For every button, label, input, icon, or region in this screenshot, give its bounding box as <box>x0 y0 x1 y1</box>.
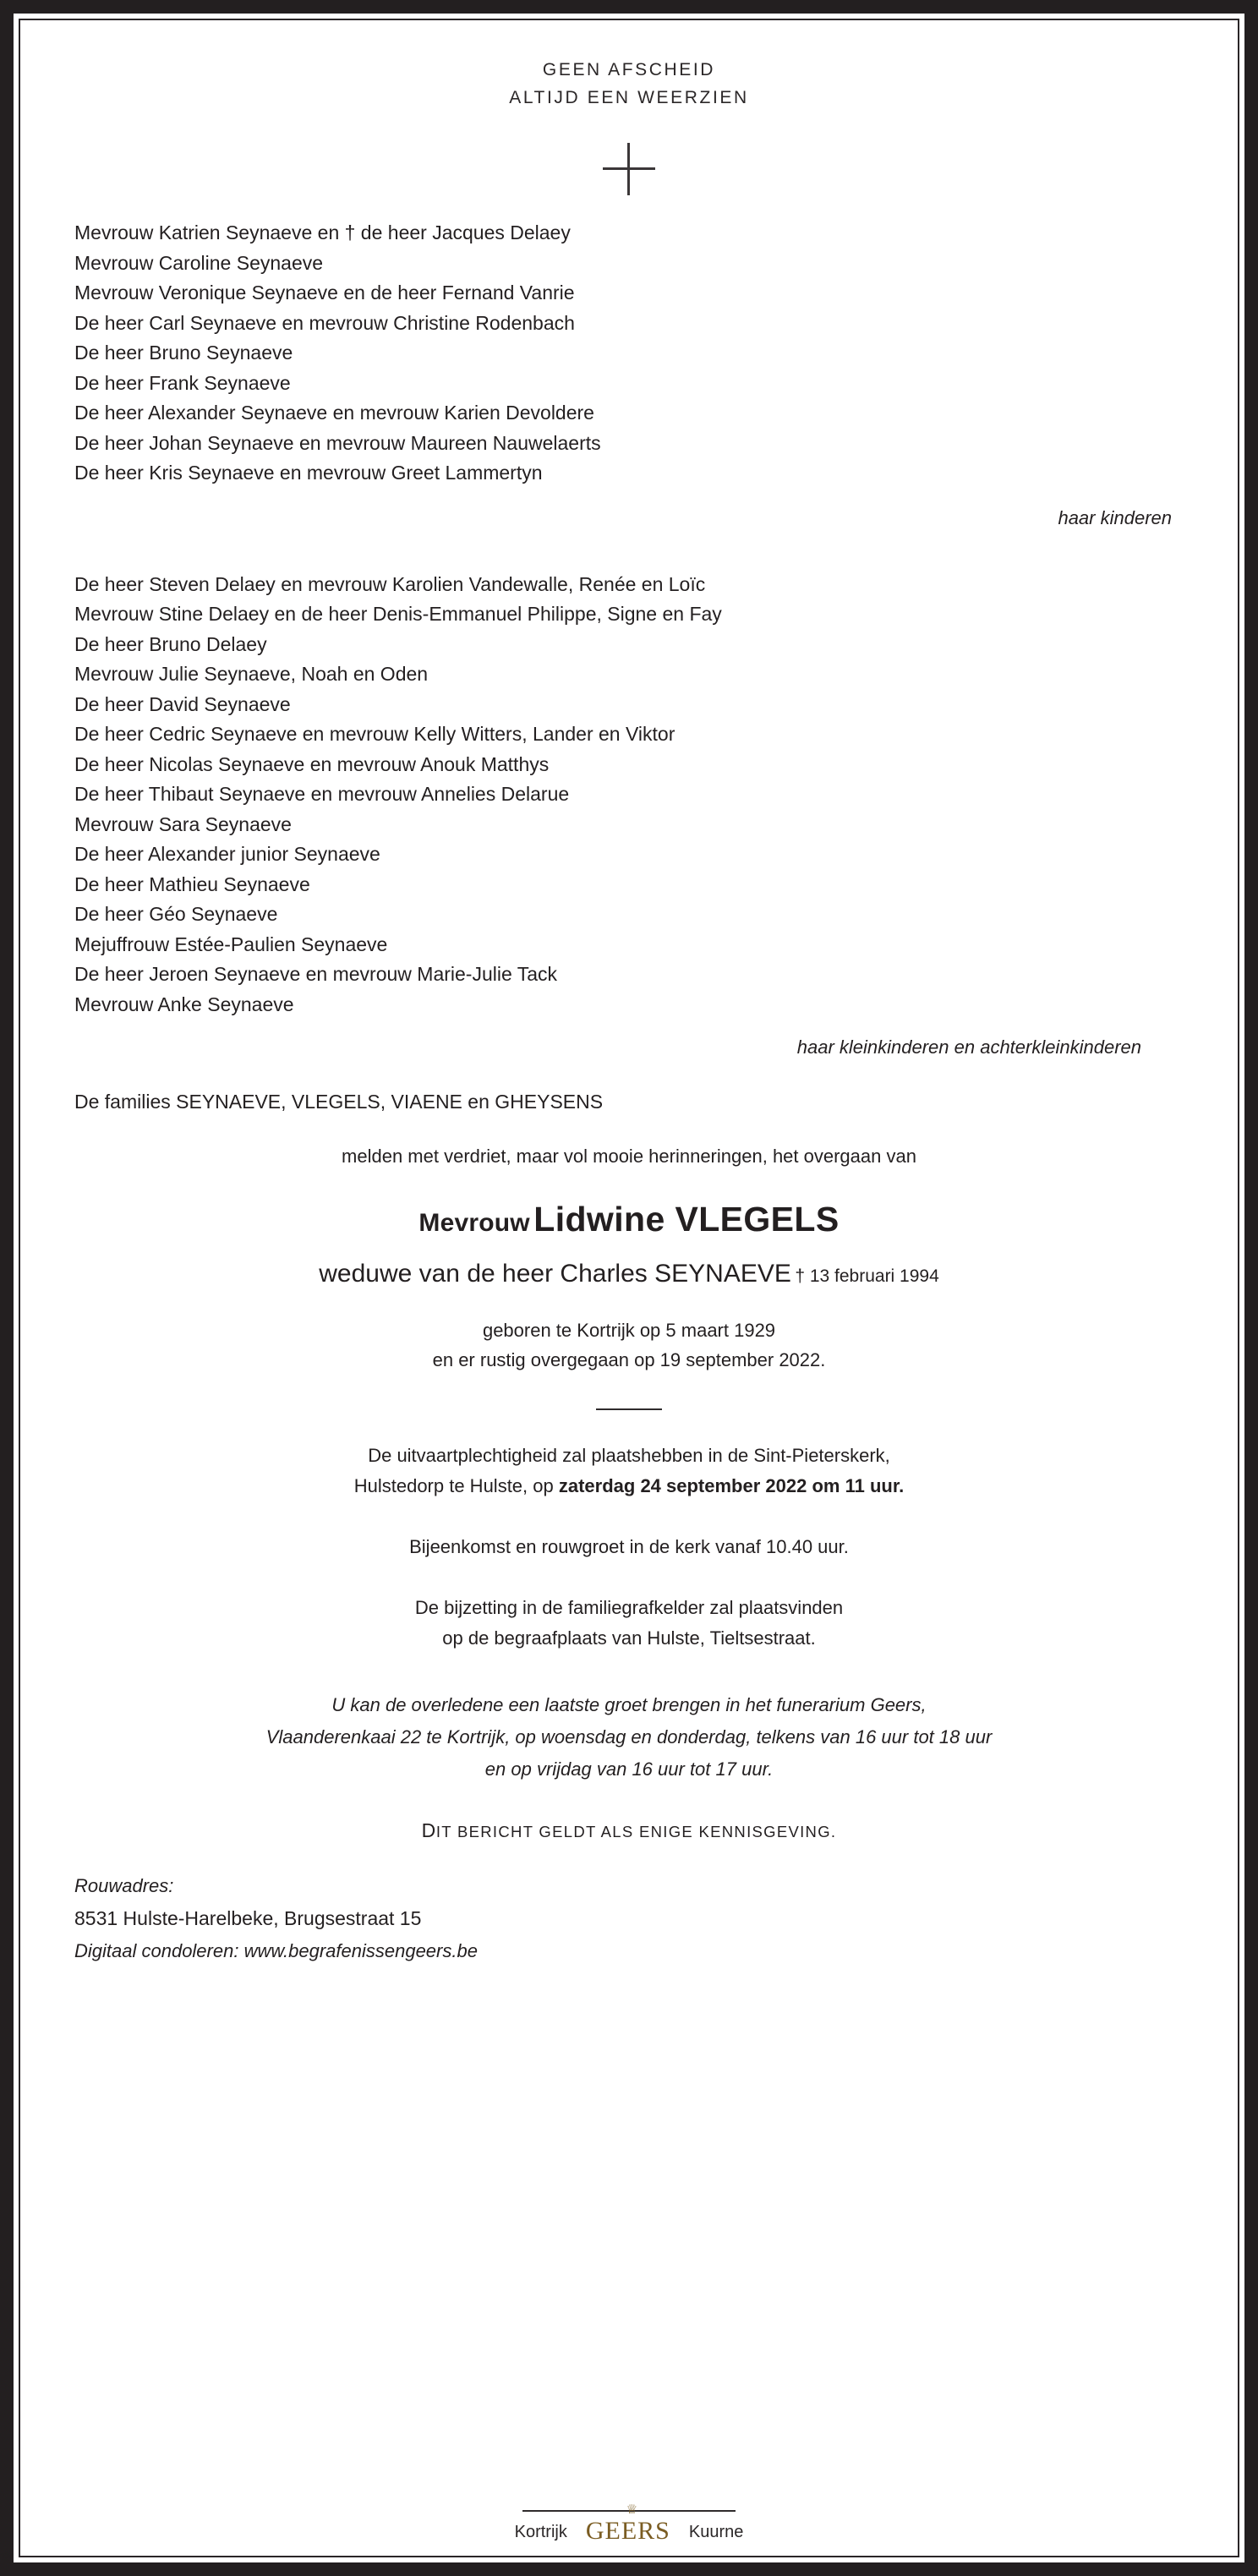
visitation-line-1: U kan de overledene een laatste groet brengen in het funerarium Geers, <box>331 1694 927 1715</box>
footer-city-right: Kuurne <box>688 2523 744 2541</box>
list-item: De heer Thibaut Seynaeve en mevrouw Annelies Delarue <box>74 783 570 805</box>
grandchildren-list <box>71 570 1187 1059</box>
list-item: De heer Alexander Seynaeve en mevrouw Karien Devoldere <box>74 402 594 424</box>
list-item: De heer David Seynaeve <box>74 692 291 715</box>
deceased-title: Mevrouw <box>418 1209 530 1237</box>
divider-rule <box>596 1408 662 1410</box>
list-item: Mejuffrouw Estée-Paulien Seynaeve <box>74 933 388 955</box>
list-item: Mevrouw Sara Seynaeve <box>74 812 292 835</box>
footer-brand-row <box>20 2503 1238 2545</box>
death-line: en er rustig overgegaan op 19 september 2022. <box>432 1349 826 1370</box>
list-item: De heer Steven Delaey en mevrouw Karolien Vandewalle, Renée en Loïc <box>74 572 706 595</box>
service-line-2 <box>71 1471 1187 1501</box>
families-line: De families SEYNAEVE, VLEGELS, VIAENE en GHEYSENS <box>74 1091 604 1113</box>
spouse-text: weduwe van de heer Charles SEYNAEVE <box>319 1260 791 1288</box>
service-details <box>71 1441 1187 1501</box>
geers-logo <box>584 2503 672 2545</box>
list-item: De heer Jeroen Seynaeve en mevrouw Marie-Julie Tack <box>74 963 558 985</box>
birth-line: geboren te Kortrijk op 5 maart 1929 <box>482 1320 776 1341</box>
list-item: De heer Géo Seynaeve <box>74 903 278 925</box>
frame-hairline <box>19 19 1239 2557</box>
burial-line-1: De bijzetting in de familiegrafkelder zal plaatsvinden <box>414 1597 844 1618</box>
list-item: De heer Nicolas Seynaeve en mevrouw Anouk Matthys <box>74 752 550 775</box>
service-line-1: De uitvaartplechtigheid zal plaatshebben in de Sint-Pieterskerk, <box>368 1445 890 1466</box>
motto <box>71 56 1187 112</box>
life-dates <box>71 1315 1187 1375</box>
list-item: Mevrouw Stine Delaey en de heer Denis-Emmanuel Philippe, Signe en Fay <box>74 603 722 625</box>
memorial-notice-sheet <box>20 20 1238 2556</box>
list-item: Mevrouw Caroline Seynaeve <box>74 251 324 274</box>
motto-line-1: GEEN AFSCHEID <box>542 60 716 79</box>
list-item: De heer Bruno Delaey <box>74 632 267 655</box>
frame-inner-gap <box>14 14 1244 2562</box>
list-item: De heer Mathieu Seynaeve <box>74 872 310 895</box>
children-list <box>71 218 1187 529</box>
list-item: De heer Bruno Seynaeve <box>74 342 293 364</box>
grandchildren-role-label: haar kleinkinderen en achterkleinkinderen <box>796 1036 1141 1058</box>
visitation-line-2: Vlaanderenkaai 22 te Kortrijk, op woensdag en donderdag, telkens van 16 uur tot 18 uur <box>265 1726 993 1747</box>
mourning-address-value: 8531 Hulste-Harelbeke, Brugsestraat 15 <box>74 1907 422 1929</box>
section-spacer <box>71 529 1187 555</box>
announcement-line: melden met verdriet, maar vol mooie herinneringen, het overgaan van <box>342 1146 916 1167</box>
spouse-line <box>71 1260 1187 1288</box>
visitation-line-3: en op vrijdag van 16 uur tot 17 uur. <box>484 1758 774 1780</box>
list-item: De heer Alexander junior Seynaeve <box>74 843 380 865</box>
motto-line-2: ALTIJD EEN WEERZIEN <box>509 88 749 107</box>
notice-smallcaps: IT BERICHT GELDT ALS ENIGE KENNISGEVING. <box>435 1823 837 1840</box>
list-item: De heer Frank Seynaeve <box>74 371 291 394</box>
list-item: Mevrouw Veronique Seynaeve en de heer Fernand Vanrie <box>74 282 575 304</box>
geers-logo-text: GEERS <box>585 2517 670 2545</box>
deceased-fullname: Lidwine VLEGELS <box>533 1200 840 1239</box>
list-item: Mevrouw Anke Seynaeve <box>74 993 294 1015</box>
mourning-address-block <box>71 1871 1187 1967</box>
footer <box>20 2503 1238 2545</box>
latin-cross-icon <box>603 143 655 195</box>
list-item: Mevrouw Katrien Seynaeve en † de heer Jacques Delaey <box>74 222 571 243</box>
children-role-label: haar kinderen <box>1058 506 1172 528</box>
list-item: De heer Cedric Seynaeve en mevrouw Kelly Witters, Lander en Viktor <box>74 723 675 745</box>
deceased-name <box>71 1200 1187 1239</box>
digital-condolences-line[interactable]: Digitaal condoleren: www.begrafenissengeers.be <box>74 1940 478 1961</box>
list-item: Mevrouw Julie Seynaeve, Noah en Oden <box>74 663 429 685</box>
footer-city-left: Kortrijk <box>514 2523 567 2541</box>
gathering-line: Bijeenkomst en rouwgroet in de kerk vanaf 10.40 uur. <box>409 1536 849 1557</box>
spouse-death-date: † 13 februari 1994 <box>795 1266 939 1286</box>
notice-initial: D <box>421 1819 436 1841</box>
visitation-details <box>71 1689 1187 1786</box>
list-item: De heer Carl Seynaeve en mevrouw Christine Rodenbach <box>74 311 575 334</box>
sole-notice-statement <box>71 1819 1187 1842</box>
crown-icon: ♕ <box>626 2503 639 2517</box>
burial-line-2: op de begraafplaats van Hulste, Tieltsestraat. <box>442 1627 816 1649</box>
list-item: De heer Kris Seynaeve en mevrouw Greet Lammertyn <box>74 462 543 484</box>
mourning-address-label: Rouwadres: <box>74 1875 174 1896</box>
cross-symbol-area <box>71 135 1187 203</box>
burial-details <box>71 1593 1187 1654</box>
service-line-2-emphasis: zaterdag 24 september 2022 om 11 uur. <box>558 1475 905 1496</box>
service-line-2-plain: Hulstedorp te Hulste, op <box>353 1475 559 1496</box>
list-item: De heer Johan Seynaeve en mevrouw Maureen Nauwelaerts <box>74 431 601 454</box>
